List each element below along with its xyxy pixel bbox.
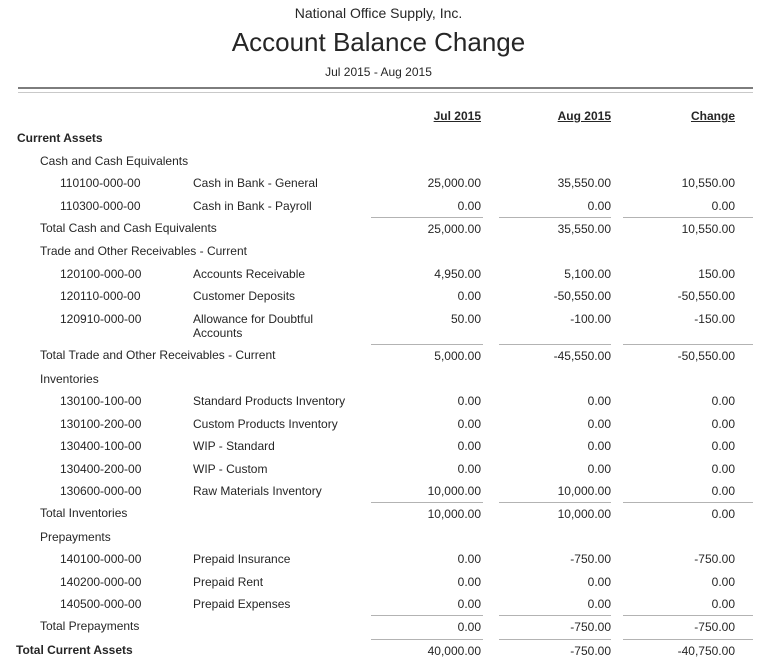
account-row — [0, 480, 757, 502]
row-label — [0, 172, 371, 194]
aug-value: 0.00 — [587, 574, 611, 589]
account-code: 140200-000-00 — [60, 574, 142, 589]
account-name: Allowance for Doubtful Accounts — [193, 311, 314, 341]
account-name: Customer Deposits — [193, 289, 296, 304]
account-row — [0, 571, 757, 593]
jul-value: 4,950.00 — [434, 266, 481, 281]
account-row — [0, 285, 757, 307]
row-label: Inventories — [40, 371, 99, 386]
row-label — [0, 435, 371, 457]
aug-value: 0.00 — [587, 596, 611, 611]
jul-value: 0.00 — [457, 289, 481, 304]
row-label — [0, 413, 371, 435]
change-value: 0.00 — [711, 461, 735, 476]
report-title: Account Balance Change — [231, 27, 526, 57]
account-code: 120100-000-00 — [60, 266, 142, 281]
account-code: 130600-000-00 — [60, 483, 142, 498]
row-label — [0, 571, 371, 593]
jul-value: 10,000.00 — [427, 483, 481, 498]
account-row — [0, 308, 757, 345]
jul-value: 25,000.00 — [371, 217, 483, 240]
jul-value: 0.00 — [457, 416, 481, 431]
change-value: 10,550.00 — [623, 217, 753, 240]
row-label — [0, 195, 371, 217]
account-name: WIP - Standard — [193, 439, 275, 454]
account-code: 130400-200-00 — [60, 461, 142, 476]
change-value — [623, 526, 753, 548]
aug-value: -750.00 — [499, 639, 611, 662]
aug-value — [499, 526, 611, 548]
aug-value: -750.00 — [570, 552, 611, 567]
change-value — [623, 240, 753, 262]
aug-value: 0.00 — [587, 416, 611, 431]
column-header-row — [0, 105, 757, 127]
row-label: Trade and Other Receivables - Current — [40, 244, 247, 259]
aug-value: -50,550.00 — [553, 289, 611, 304]
aug-value — [499, 368, 611, 390]
section-row — [0, 150, 757, 172]
account-name: Prepaid Rent — [193, 574, 264, 589]
aug-value: 0.00 — [587, 198, 611, 213]
section-row — [0, 240, 757, 262]
change-value — [623, 150, 753, 172]
jul-value: 0.00 — [457, 596, 481, 611]
account-row — [0, 435, 757, 457]
account-name: Custom Products Inventory — [193, 416, 338, 431]
account-code: 130100-100-00 — [60, 394, 142, 409]
change-value: -750.00 — [623, 615, 753, 638]
aug-value: 10,000.00 — [557, 483, 611, 498]
company-name: National Office Supply, Inc. — [294, 5, 463, 21]
account-name: WIP - Custom — [193, 461, 268, 476]
jul-value: 0.00 — [457, 198, 481, 213]
jul-value: 0.00 — [457, 574, 481, 589]
row-label: Total Trade and Other Receivables - Current — [40, 348, 276, 363]
section-row — [0, 526, 757, 548]
total-row — [0, 502, 757, 525]
total-row — [0, 639, 757, 662]
change-value: -40,750.00 — [623, 639, 753, 662]
row-label: Total Current Assets — [16, 642, 133, 657]
total-row — [0, 217, 757, 240]
account-name: Prepaid Insurance — [193, 552, 291, 567]
account-code: 140100-000-00 — [60, 552, 142, 567]
total-row — [0, 344, 757, 367]
account-name: Cash in Bank - Payroll — [193, 198, 312, 213]
change-value: 0.00 — [711, 394, 735, 409]
jul-value: 5,000.00 — [371, 344, 483, 367]
row-label: Total Inventories — [40, 506, 128, 521]
column-header-aug: Aug 2015 — [557, 109, 611, 123]
row-label — [0, 308, 371, 345]
account-row — [0, 263, 757, 285]
account-row — [0, 593, 757, 615]
jul-value — [371, 526, 483, 548]
jul-value: 0.00 — [457, 394, 481, 409]
jul-value: 0.00 — [371, 615, 483, 638]
aug-value: -45,550.00 — [499, 344, 611, 367]
row-label — [0, 390, 371, 412]
account-code: 130400-100-00 — [60, 439, 142, 454]
jul-value: 10,000.00 — [371, 502, 483, 525]
column-header-change: Change — [690, 109, 735, 123]
account-code: 110100-000-00 — [60, 176, 141, 191]
row-label — [0, 480, 371, 502]
section-row — [0, 368, 757, 390]
account-row — [0, 195, 757, 217]
account-row — [0, 390, 757, 412]
section-row — [0, 127, 757, 149]
change-value: 0.00 — [711, 483, 735, 498]
row-label: Cash and Cash Equivalents — [40, 153, 189, 168]
change-value: 0.00 — [711, 596, 735, 611]
jul-value — [371, 127, 483, 149]
account-row — [0, 548, 757, 570]
aug-value: 0.00 — [587, 394, 611, 409]
account-row — [0, 458, 757, 480]
aug-value — [499, 127, 611, 149]
aug-value: -750.00 — [499, 615, 611, 638]
change-value — [623, 127, 753, 149]
account-code: 120910-000-00 — [60, 311, 142, 326]
change-value: 0.00 — [711, 198, 735, 213]
jul-value: 0.00 — [457, 439, 481, 454]
account-code: 110300-000-00 — [60, 198, 141, 213]
total-row — [0, 615, 757, 638]
jul-value: 50.00 — [450, 311, 481, 326]
change-value: -50,550.00 — [677, 289, 735, 304]
change-value: 0.00 — [711, 574, 735, 589]
aug-value: 0.00 — [587, 439, 611, 454]
account-code: 140500-000-00 — [60, 596, 142, 611]
report-period: Jul 2015 - Aug 2015 — [325, 65, 432, 79]
column-header-jul: Jul 2015 — [433, 109, 481, 123]
row-label — [0, 458, 371, 480]
row-label: Total Cash and Cash Equivalents — [40, 221, 217, 236]
row-label — [0, 263, 371, 285]
aug-value: 35,550.00 — [557, 176, 611, 191]
account-name: Accounts Receivable — [193, 266, 306, 281]
aug-value: 0.00 — [587, 461, 611, 476]
change-value: 0.00 — [711, 439, 735, 454]
row-label: Total Prepayments — [40, 619, 140, 634]
jul-value — [371, 150, 483, 172]
change-value: -50,550.00 — [623, 344, 753, 367]
change-value — [623, 368, 753, 390]
aug-value — [499, 150, 611, 172]
jul-value: 25,000.00 — [427, 176, 481, 191]
jul-value: 0.00 — [457, 552, 481, 567]
row-label: Current Assets — [17, 131, 103, 146]
account-row — [0, 172, 757, 194]
change-value: -150.00 — [694, 311, 735, 326]
account-name: Prepaid Expenses — [193, 596, 291, 611]
aug-value: 5,100.00 — [564, 266, 611, 281]
aug-value: 35,550.00 — [499, 217, 611, 240]
aug-value: -100.00 — [570, 311, 611, 326]
account-name: Raw Materials Inventory — [193, 483, 322, 498]
row-label — [0, 285, 371, 307]
header-divider — [18, 87, 753, 93]
change-value: 0.00 — [623, 502, 753, 525]
change-value: -750.00 — [694, 552, 735, 567]
jul-value: 0.00 — [457, 461, 481, 476]
account-code: 130100-200-00 — [60, 416, 142, 431]
change-value: 10,550.00 — [681, 176, 735, 191]
jul-value — [371, 240, 483, 262]
row-label: Prepayments — [40, 529, 111, 544]
account-code: 120110-000-00 — [60, 289, 141, 304]
column-header-spacer — [0, 105, 371, 127]
change-value: 150.00 — [698, 266, 735, 281]
aug-value: 10,000.00 — [499, 502, 611, 525]
report-table-body — [0, 127, 757, 662]
row-label — [0, 548, 371, 570]
change-value: 0.00 — [711, 416, 735, 431]
jul-value: 40,000.00 — [371, 639, 483, 662]
row-label — [0, 593, 371, 615]
account-name: Cash in Bank - General — [193, 176, 318, 191]
account-row — [0, 413, 757, 435]
jul-value — [371, 368, 483, 390]
account-name: Standard Products Inventory — [193, 394, 346, 409]
aug-value — [499, 240, 611, 262]
